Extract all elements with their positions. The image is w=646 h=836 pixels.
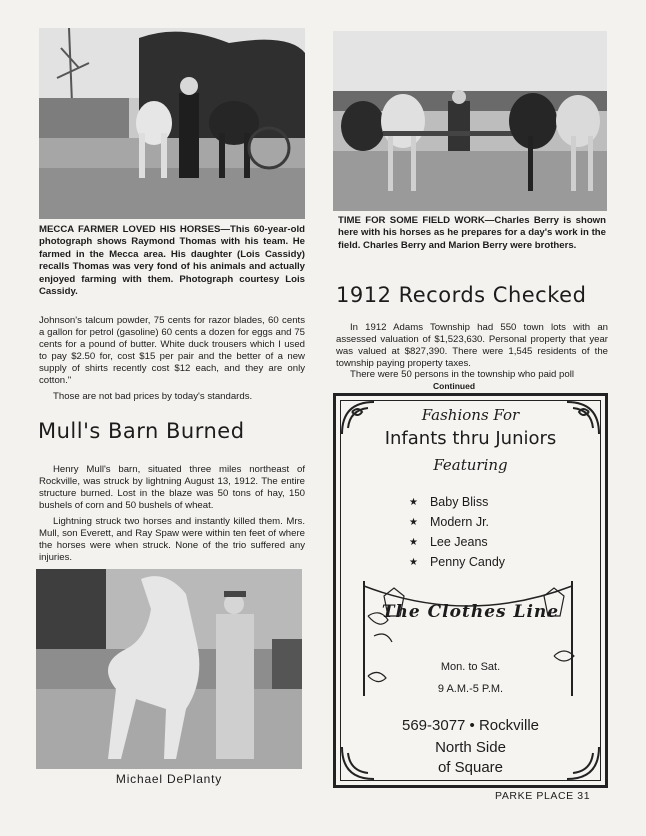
star-icon: ★ <box>409 536 418 548</box>
caption-lead: MECCA FARMER LOVED HIS HORSES <box>39 224 221 235</box>
ad-item-label: Penny Candy <box>429 555 506 569</box>
ad-hours-days: Mon. to Sat. <box>440 661 501 673</box>
star-icon: ★ <box>409 516 418 528</box>
ad-item-label: Baby Bliss <box>429 495 489 509</box>
ad-store-logo: The Clothes Line <box>381 602 560 622</box>
prices-paragraph: Johnson's talcum powder, 75 cents for razor blades, 60 cents a gallon for petrol (gasoline) 60 cents a dozen for eggs and 75 cents for a pound of butter. White duck trousers which I used to pay $2.50 for, cost $15 per pair and the better of a new supply of shirts recently cost $12 each, and they are only cotton." <box>39 315 305 386</box>
records-paragraph-2: There were 50 persons in the township who paid poll <box>350 369 574 380</box>
caption-field-work <box>338 215 606 252</box>
ad-hours-time: 9 A.M.-5 P.M. <box>437 683 504 695</box>
ad-infants-juniors: Infants thru Juniors <box>384 428 557 449</box>
ad-item <box>409 492 505 512</box>
star-icon: ★ <box>409 496 418 508</box>
photo-caption-deplanty: Michael DePlanty <box>115 772 223 786</box>
ad-item-label: Modern Jr. <box>429 515 490 529</box>
headline-mull-barn: Mull's Barn Burned <box>38 419 245 443</box>
ad-north-side: North Side <box>435 739 506 756</box>
ad-of-square: of Square <box>437 759 504 776</box>
caption-lead: TIME FOR SOME FIELD WORK <box>338 215 485 226</box>
page-footer-label: PARKE PLACE 31 <box>495 790 591 802</box>
clothes-line-ad <box>333 393 608 788</box>
ad-item-list <box>409 492 505 572</box>
horses-team-image <box>39 28 305 219</box>
records-paragraph-1: In 1912 Adams Township had 550 town lots with an assessed valuation of $1,523,630. Personal property that year was valued at $827,390. There were 1,545 residents of the township paying property taxes. <box>336 322 608 369</box>
ad-item <box>409 512 505 532</box>
mull-paragraph-2: Lightning struck two horses and instantly killed them. Mrs. Mull, son Everett, and Ray Spaw were within ten feet of where the horses were when struck. None of the trio suffered any injuries. <box>39 516 305 563</box>
continued-label: Continued <box>433 381 476 391</box>
mull-paragraph-1: Henry Mull's barn, situated three miles northeast of Rockville, was struck by lightning August 13, 1912. The entire structure burned. Lost in the blaze was 50 tons of hay, 150 bushels of corn and 50 bushels of wheat. <box>39 464 305 511</box>
photo-mecca-farmer <box>39 28 305 219</box>
headline-1912-records: 1912 Records Checked <box>336 283 587 307</box>
caption-body: —This 60-year-old photograph shows Raymond Thomas with his team. He farmed in the Mecca area. His daughter (Lois Cassidy) recalls Thomas was very fond of his animals and actually enjoyed farming with them. Photograph courtesy Lois Cassidy. <box>39 224 305 298</box>
man-with-horse-image <box>36 569 302 769</box>
field-horses-image <box>333 31 607 211</box>
prices-closing-line: Those are not bad prices by today's standards. <box>53 391 253 402</box>
caption-body: —Charles Berry is shown here with his horses as he prepares for a day's work in the field. Charles Berry and Marion Berry were brothers. <box>338 215 606 251</box>
photo-michael-deplanty <box>36 569 302 769</box>
photo-field-work <box>333 31 607 211</box>
caption-mecca-farmer <box>39 224 305 298</box>
ad-featuring: Featuring <box>433 456 508 474</box>
ad-phone-location: 569-3077 • Rockville <box>402 717 539 734</box>
star-icon: ★ <box>409 556 418 568</box>
ad-item <box>409 532 505 552</box>
ad-item <box>409 552 505 572</box>
ad-item-label: Lee Jeans <box>429 535 488 549</box>
ad-fashions-for: Fashions For <box>421 406 520 424</box>
